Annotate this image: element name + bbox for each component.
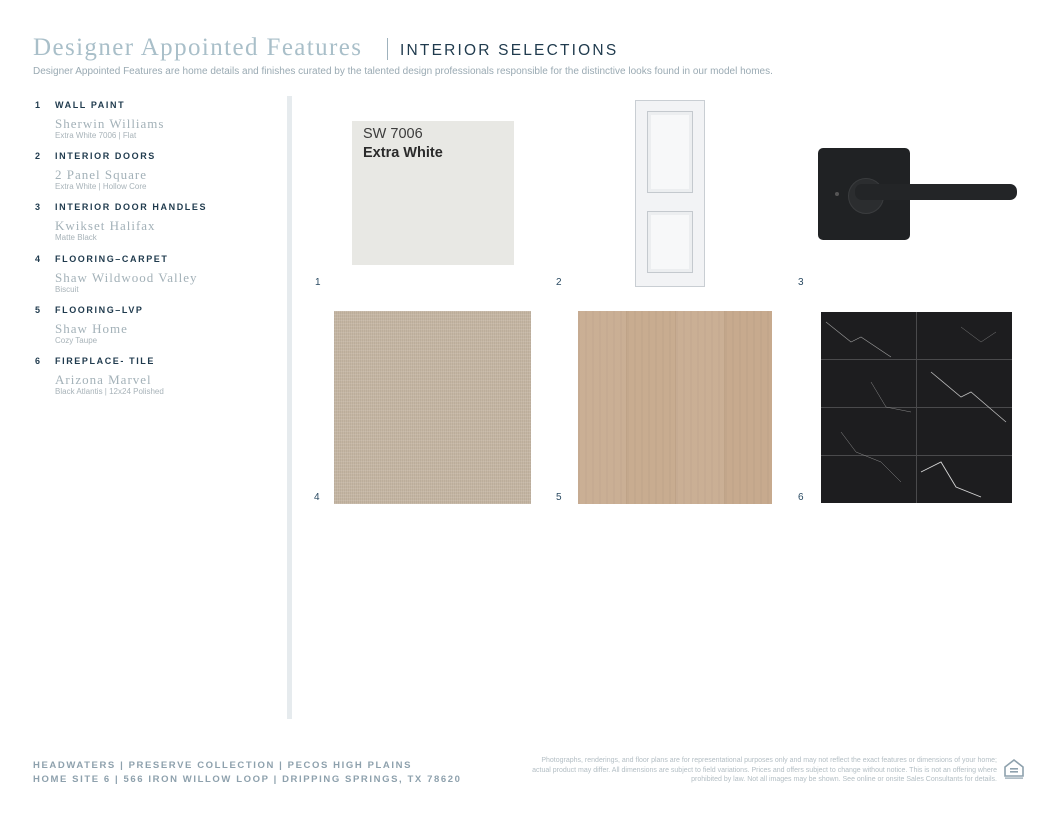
selections-list	[35, 100, 275, 407]
swatch-number: 2	[556, 277, 562, 288]
page-title: Designer Appointed Features	[33, 34, 363, 61]
selection-category: INTERIOR DOORS	[55, 151, 156, 162]
community-line: HEADWATERS | PRESERVE COLLECTION | PECOS HIGH PLAINS	[33, 760, 413, 771]
privacy-keyhole	[835, 192, 839, 196]
selection-item	[35, 202, 275, 253]
selection-name: Shaw Wildwood Valley	[55, 269, 198, 285]
selection-item	[35, 100, 275, 151]
wall-paint-swatch	[352, 121, 514, 265]
selection-name: 2 Panel Square	[55, 167, 147, 183]
swatch-number: 3	[798, 277, 804, 288]
selection-detail: Cozy Taupe	[55, 335, 98, 345]
selection-category: FLOORING–LVP	[55, 304, 144, 315]
swatch-number: 5	[556, 492, 562, 503]
community-address	[33, 759, 461, 787]
door-handle-image	[817, 146, 1019, 242]
selection-number: 2	[35, 151, 41, 162]
selection-name: Shaw Home	[55, 320, 128, 336]
selection-category: INTERIOR DOOR HANDLES	[55, 202, 208, 213]
selection-category: WALL PAINT	[55, 100, 126, 110]
equal-housing-icon	[1003, 758, 1025, 780]
paint-name: Extra White	[363, 145, 443, 161]
swatch-number: 1	[315, 277, 321, 288]
page-description: Designer Appointed Features are home details and finishes curated by the talented design professionals responsible for the distinctive looks found in our model homes.	[33, 66, 773, 77]
swatch-number: 4	[314, 492, 320, 503]
selection-item	[35, 305, 275, 356]
selection-detail: Biscuit	[55, 284, 79, 294]
selection-number: 4	[35, 253, 41, 264]
door-lower-panel	[647, 211, 693, 273]
selection-name: Kwikset Halifax	[55, 218, 156, 234]
selection-item	[35, 151, 275, 202]
marble-veins	[821, 312, 1012, 503]
selection-item	[35, 356, 275, 407]
interior-door-image	[635, 100, 705, 287]
selection-number: 1	[35, 100, 41, 110]
legal-disclaimer: Photographs, renderings, and floor plans are for representational purposes only and may not reflect the exact features or dimensions of your home; actual product may differ. All dimensions are subject to field variations. Prices and offers subject to change without notice. This is not an offering where prohibited by law. Not all images may be shown. See online or onsite Sales Consultants for details.	[532, 757, 997, 783]
fireplace-tile-swatch	[821, 312, 1012, 503]
selection-detail: Black Atlantis | 12x24 Polished	[55, 386, 164, 396]
selection-category: FLOORING–CARPET	[55, 253, 169, 264]
selection-detail: Matte Black	[55, 233, 97, 243]
selection-number: 5	[35, 304, 41, 315]
paint-code: SW 7006	[363, 126, 423, 142]
carpet-swatch	[334, 311, 531, 504]
selection-category: FIREPLACE- TILE	[55, 355, 155, 366]
selection-detail: Extra White 7006 | Flat	[55, 131, 137, 140]
selection-number: 6	[35, 355, 41, 366]
lvp-flooring-swatch	[578, 311, 772, 504]
handle-lever	[855, 184, 1017, 200]
selection-detail: Extra White | Hollow Core	[55, 182, 147, 192]
title-divider	[387, 38, 388, 60]
page-subtitle: INTERIOR SELECTIONS	[400, 42, 619, 59]
selection-number: 3	[35, 202, 41, 213]
swatch-number: 6	[798, 492, 804, 503]
column-divider	[287, 96, 292, 719]
selection-name: Sherwin Williams	[55, 116, 165, 131]
selection-item	[35, 254, 275, 305]
door-upper-panel	[647, 111, 693, 193]
address-line: HOME SITE 6 | 566 IRON WILLOW LOOP | DRIPPING SPRINGS, TX 78620	[33, 774, 462, 785]
selection-name: Arizona Marvel	[55, 371, 152, 387]
